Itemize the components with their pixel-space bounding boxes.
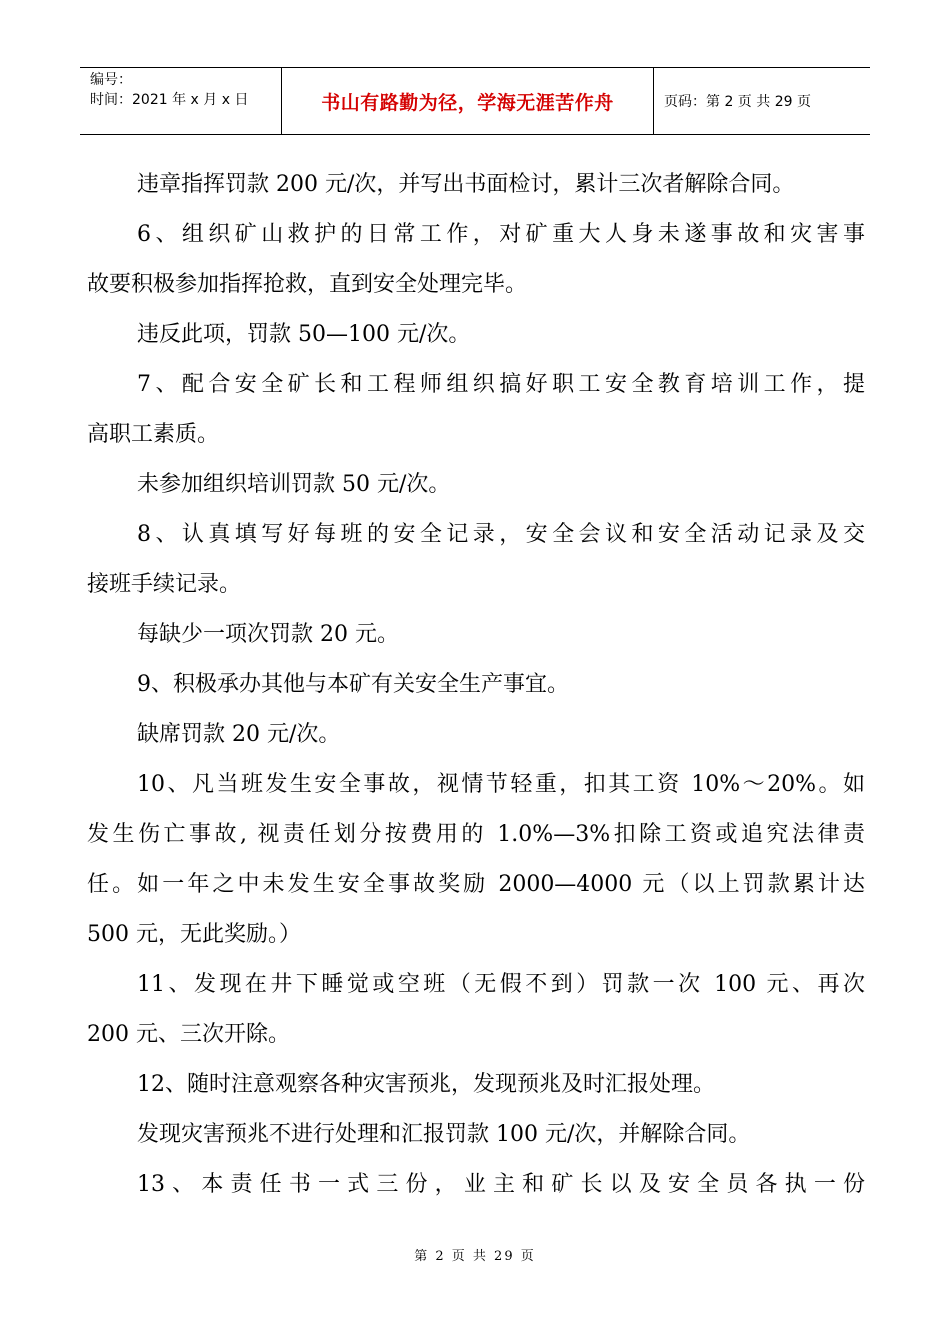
header-motto: 书山有路勤为径，学海无涯苦作舟 <box>282 68 654 134</box>
body-paragraph: 500 元，无此奖励。） <box>87 922 301 947</box>
document-number-label: 编号： <box>90 72 132 88</box>
body-paragraph: 6、组织矿山救护的日常工作，对矿重大人身未遂事故和灾害事 <box>137 222 865 247</box>
body-paragraph: 8、认真填写好每班的安全记录，安全会议和安全活动记录及交 <box>137 522 865 547</box>
body-paragraph: 故要积极参加指挥抢救，直到安全处理完毕。 <box>87 272 528 297</box>
body-paragraph: 9、积极承办其他与本矿有关安全生产事宜。 <box>137 672 569 697</box>
header-meta-cell <box>80 68 282 134</box>
body-paragraph: 高职工素质。 <box>87 422 220 447</box>
body-paragraph: 接班手续记录。 <box>87 572 242 597</box>
body-paragraph: 200 元、三次开除。 <box>87 1022 290 1047</box>
body-paragraph: 发现灾害预兆不进行处理和汇报罚款 100 元/次，并解除合同。 <box>137 1122 751 1147</box>
body-paragraph: 每缺少一项次罚款 20 元。 <box>137 622 399 647</box>
page-footer: 第 2 页 共 29 页 <box>414 1249 536 1264</box>
body-paragraph: 12、随时注意观察各种灾害预兆，发现预兆及时汇报处理。 <box>137 1072 715 1097</box>
body-paragraph: 发生伤亡事故, 视责任划分按费用的 1.0%—3%扣除工资或追究法律责 <box>87 822 865 847</box>
body-paragraph: 10、凡当班发生安全事故，视情节轻重，扣其工资 10%～20%。如 <box>137 772 865 797</box>
document-header <box>80 67 870 135</box>
body-paragraph: 未参加组织培训罚款 50 元/次。 <box>137 472 451 497</box>
body-paragraph: 13、本责任书一式三份，业主和矿长以及安全员各执一份 <box>137 1172 865 1197</box>
body-paragraph: 任。如一年之中未发生安全事故奖励 2000—4000 元（以上罚款累计达 <box>87 872 865 897</box>
body-paragraph: 7、配合安全矿长和工程师组织搞好职工安全教育培训工作，提 <box>137 372 865 397</box>
body-paragraph: 11、发现在井下睡觉或空班（无假不到）罚款一次 100 元、再次 <box>137 972 865 997</box>
body-paragraph: 缺席罚款 20 元/次。 <box>137 722 341 747</box>
header-page-info: 页码：第 2 页 共 29 页 <box>664 94 811 110</box>
document-date-label: 时间：2021 年 x 月 x 日 <box>90 92 249 108</box>
body-paragraph: 违反此项，罚款 50—100 元/次。 <box>137 322 471 347</box>
document-body <box>87 160 865 1210</box>
body-paragraph: 违章指挥罚款 200 元/次，并写出书面检讨，累计三次者解除合同。 <box>137 172 795 197</box>
